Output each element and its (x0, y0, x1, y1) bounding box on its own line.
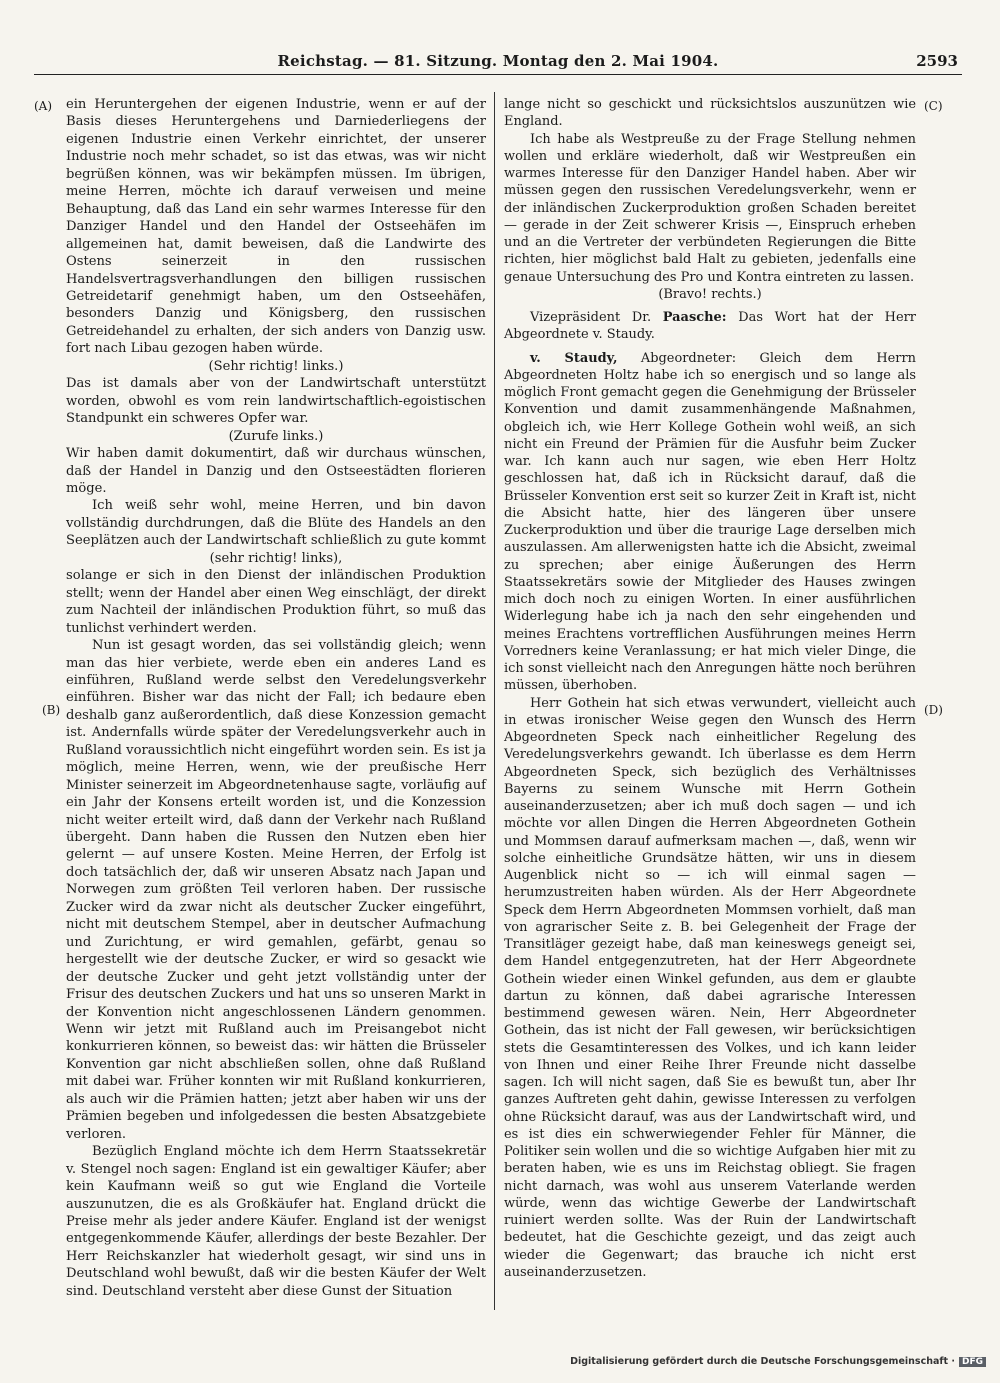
margin-marker-a: (A) (34, 99, 53, 113)
speaker-name: v. Staudy, (530, 350, 618, 366)
speaker-paragraph (504, 350, 916, 695)
paragraph: Wir haben damit dokumentirt, daß wir durchaus wünschen, daß der Handel in Danzig und den Ostseestädten florieren möge. (66, 446, 486, 496)
speaker-paragraph (504, 309, 916, 344)
footer-text: Digitalisierung gefördert durch die Deutsche Forschungsgemeinschaft · (570, 1356, 955, 1367)
dfg-logo: DFG (959, 1357, 986, 1367)
paragraph: lange nicht so geschickt und rücksichtslos auszunützen wie England. (504, 97, 916, 130)
interjection: (Zurufe links.) (228, 428, 324, 444)
paragraph: Herr Gothein hat sich etwas verwundert, vielleicht auch in etwas ironischer Weise gegen den Wunsch des Herrn Abgeordneten Speck nach einheitlicher Regelung des Veredelungsverkehrs gewandt. Ich überlasse es dem Herrn Abgeordneten Speck, sich bezüglich des Verhältnisses Bayerns zu seinem Wunsche mit Herrn Gothein auseinanderzusetzen; aber ich muß doch sagen — und ich möchte vor allen Dingen die Herren Abgeordneten Gothein und Mommsen darauf aufmerksam machen —, daß, wenn wir solche einheitliche Grundsätze hätten, wir uns in diesem Augenblick nicht so — ich will einmal sagen — herumzustreiten haben würden. Als der Herr Abgeordnete Speck dem Herrn Abgeordneten Mommsen vorhielt, daß man von agrarischer Seite z. B. bei Gelegenheit der Frage der Transitläger gezeigt habe, daß man keineswegs geneigt sei, dem Handel entgegenzutreten, hat der Herr Abgeordnete Gothein wieder einen Winkel gefunden, aus dem er glaubte dartun zu können, daß dabei agrarische Interessen bestimmend gewesen wären. Nein, Herr Abgeordneter Gothein, das ist nicht der Fall gewesen, wir berücksichtigen stets die Gesamtinteressen des Volkes, und ich kann leider von Ihnen und einer Reihe Ihrer Freunde nicht dasselbe sagen. Ich will nicht sagen, daß Sie es bewußt tun, aber Ihr ganzes Auftreten geht dahin, gewisse Interessen zu verfolgen ohne Rücksicht darauf, was aus der Landwirtschaft wird, und es ist dies ein schwerwiegender Fehler für Männer, die Politiker sein wollen und die so wichtige Aufgaben hier mit zu beraten haben, wie es uns im Reichstag obliegt. Sie fragen nicht darnach, was wohl aus unserem Vaterlande werden würde, wenn das wichtige Gewerbe der Landwirtschaft ruiniert werden sollte. Was der Ruin der Landwirtschaft bedeutet, hat die Geschichte gezeigt, und das zeigt auch wieder die Gegenwart; das brauche ich nicht erst auseinanderzusetzen. (504, 695, 916, 1280)
paragraph: Ich weiß sehr wohl, meine Herren, und bin davon vollständig durchdrungen, daß die Blüte des Handels an den Seeplätzen auch der Landwirtschaft schließlich zu gute kommt (66, 498, 486, 549)
margin-marker-d: (D) (924, 703, 943, 717)
interjection: (Bravo! rechts.) (658, 286, 762, 302)
right-column (504, 96, 916, 1281)
paragraph: Ich habe als Westpreuße zu der Frage Stellung nehmen wollen und erkläre wiederholt, daß wir Westpreußen ein warmes Interesse für den Danziger Handel haben. Aber wir müssen gegen den russischen Veredelungsverkehr, wenn er der inländischen Zuckerproduktion großen Schaden bereitet — gerade in der Zeit schwerer Krisis —, Einspruch erheben und an die Vertreter der verbündeten Regierungen die Bitte richten, hier möglichst bald Halt zu gebieten, jedenfalls eine genaue Untersuchung des Pro und Kontra eintreten zu lassen. (504, 131, 916, 285)
interjection: (Sehr richtig! links.) (208, 358, 344, 374)
speaker-text: Abgeordneter: Gleich dem Herrn Abgeordneten Holtz habe ich so energisch und so lange als möglich Front gemacht gegen die Genehmigung der Brüsseler Konvention und damit zusammenhängende Maßnahmen, obgleich ich, wie Herr Kollege Gothein wohl weiß, an sich nicht ein Freund der Prämien für die Ausfuhr beim Zucker war. Ich kann auch nur sagen, wie eben Herr Holtz geschlossen hat, daß ich in Rücksicht darauf, daß die Brüsseler Konvention erst seit so kurzer Zeit in Kraft ist, nicht die Absicht hatte, hier des längeren über unsere Zuckerproduktion und über die traurige Lage derselben mich auszulassen. Am allerwenigsten hatte ich die Absicht, zweimal zu sprechen; aber einige Äußerungen des Herrn Staatssekretärs sowie der Mitglieder des Hauses zwingen mich doch noch zu einigen Worten. In einer ausführlichen Widerlegung habe ich ja nach den sehr eingehenden und meines Erachtens vortrefflichen Ausführungen meines Herrn Vorredners keine Veranlassung; er hat mich vieler Dinge, die ich sonst vielleicht nach den Anregungen hätte noch berühren müssen, überhoben. (504, 350, 916, 694)
running-title: Reichstag. — 81. Sitzung. Montag den 2. Mai 1904. (277, 52, 719, 70)
paragraph: ein Heruntergehen der eigenen Industrie, wenn er auf der Basis dieses Heruntergehens und Darniederliegens der eigenen Industrie einen Verkehr einrichtet, der unserer Industrie noch mehr schadet, so ist das etwas, was wir nicht begrüßen können, was wir bekämpfen müssen. Im übrigen, meine Herren, möchte ich darauf verweisen und meine Behauptung, daß das Land ein sehr warmes Interesse für den Danziger Handel und den Handel der Ostseehäfen im allgemeinen hat, damit beweisen, daß die Landwirte des Ostens seinerzeit in den russischen Handelsvertragsverhandlungen den billigen russischen Getreidetarif genehmigt haben, um den Ostseehäfen, besonders Danzig und Königsberg, den russischen Getreidehandel zu erhalten, der sich anders von Danzig usw. fort nach Libau gezogen haben würde. (66, 97, 486, 357)
speaker-name: Paasche: (662, 310, 727, 325)
speaker-text: Das Wort hat der Herr Abgeordnete v. Staudy. (504, 310, 916, 343)
digitization-footer (570, 1356, 986, 1367)
page-number: 2593 (916, 52, 958, 70)
left-column (66, 96, 486, 1300)
paragraph: Das ist damals aber von der Landwirtschaft unterstützt worden, obwohl es vom rein landwirtschaftlich-egoistischen Standpunkt ein schweres Opfer war. (66, 376, 486, 427)
margin-marker-c: (C) (924, 99, 943, 113)
paragraph: solange er sich in den Dienst der inländischen Produktion stellt; wenn der Handel aber einen Weg einschlägt, der direkt zum Nachteil der inländischen Produktion führt, so muß das tunlichst verhindert werden. (66, 568, 486, 636)
interjection: (sehr richtig! links), (209, 550, 343, 566)
paragraph: Bezüglich England möchte ich dem Herrn Staatssekretär v. Stengel noch sagen: England ist ein gewaltiger Käufer; aber kein Kaufmann weiß so gut wie England die Vorteile auszunutzen, die es als Großkäufer hat. England drückt die Preise mehr als jeder andere Käufer. England ist der wenigst entgegenkommende Käufer, allerdings der beste Bezahler. Der Herr Reichskanzler hat wiederholt gesagt, wir sind uns in Deutschland wohl bewußt, daß wir die besten Käufer der Welt sind. Deutschland versteht aber diese Gunst der Situation (66, 1144, 486, 1299)
running-header (34, 50, 962, 75)
margin-marker-b: (B) (42, 703, 61, 717)
paragraph: Nun ist gesagt worden, das sei vollständig gleich; wenn man das hier verbiete, werde eben ein anderes Land es einführen, Rußland werde selbst den Veredelungsverkehr einführen. Bisher war das nicht der Fall; ich bedaure eben deshalb ganz außerordentlich, daß diese Konzession gemacht ist. Andernfalls würde später der Veredelungsverkehr auch in Rußland voraussichtlich nicht eingeführt worden sein. Es ist ja möglich, meine Herren, wenn, wie der preußische Herr Minister seinerzeit im Abgeordnetenhause sagte, vorläufig auf ein Jahr der Konsens erteilt worden ist, und die Konzession nicht weiter erteilt wird, daß dann der Verkehr nach Rußland übergeht. Dann haben die Russen den Nutzen eben hier gelernt — auf unsere Kosten. Meine Herren, der Erfolg ist doch tatsächlich der, daß wir unseren Absatz nach Japan und Norwegen zum größten Teil verloren haben. Der russische Zucker wird da zwar nicht als deutscher Zucker eingeführt, nicht mit deutschem Stempel, aber in deutscher Aufmachung und Zurichtung, er wird gemahlen, gefärbt, genau so hergestellt wie der deutsche Zucker, er wird so gesackt wie der deutsche Zucker und geht jetzt vollständig unter der Frisur des deutschen Zuckers und hat uns so unseren Markt in der Konvention nicht angeschlossenen Ländern genommen. Wenn wir jetzt mit Rußland auch im Preisangebot nicht konkurrieren können, so beweist das: wir hätten die Brüsseler Konvention gar nicht abschließen sollen, ohne daß Rußland mit dabei war. Früher konnten wir mit Rußland konkurrieren, als auch wir die Prämien hatten; jetzt aber haben wir uns der Prämien begeben und infolgedessen die besten Absatzgebiete verloren. (66, 638, 486, 1142)
speaker-title: Vizepräsident Dr. (530, 310, 652, 325)
column-divider (494, 92, 495, 1310)
